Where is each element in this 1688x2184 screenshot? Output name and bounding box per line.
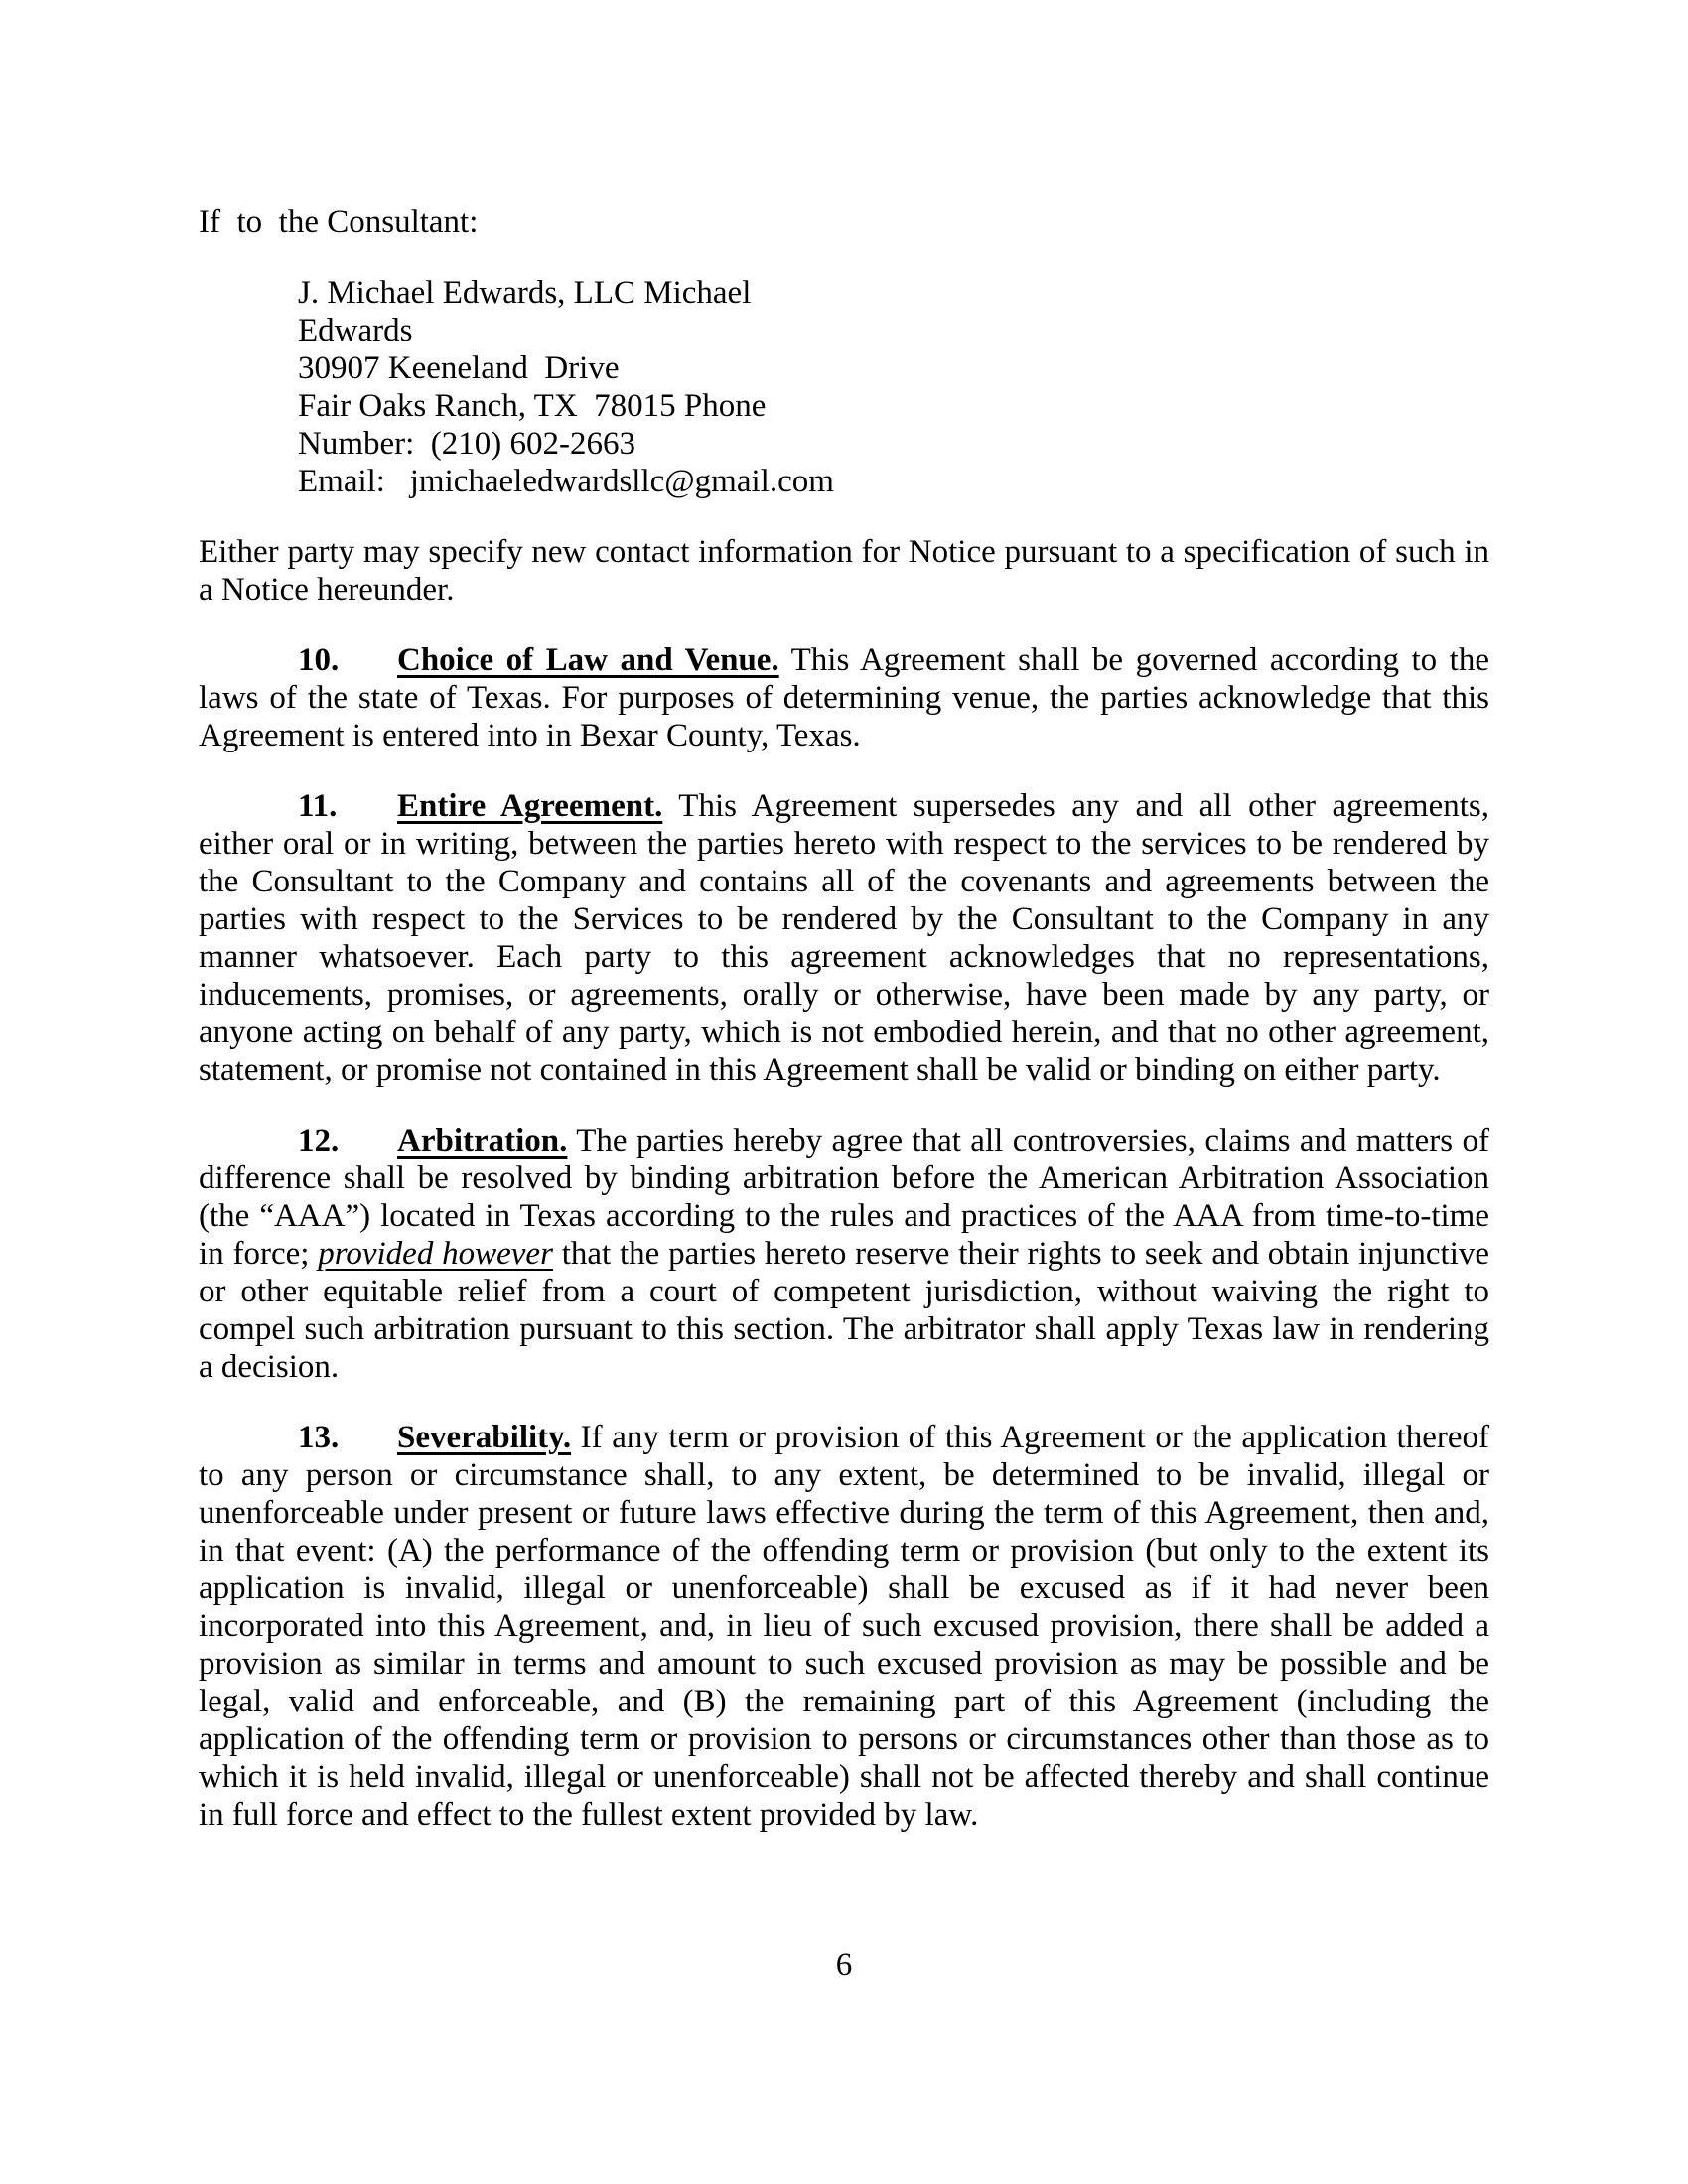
consultant-address-block: [199, 274, 1489, 500]
section-heading: Choice of Law and Venue.: [397, 642, 779, 678]
section-number: 13.: [298, 1420, 340, 1455]
notice-recipient-line: If to the Consultant:: [199, 205, 479, 240]
section-heading: Severability.: [397, 1420, 572, 1455]
section-heading: Arbitration.: [397, 1123, 568, 1159]
section-heading: Entire Agreement.: [397, 788, 663, 824]
section-choice-of-law-and-venue: [199, 641, 1489, 754]
address-line-name-2: Edwards: [298, 313, 413, 348]
address-line-phone: Number: (210) 602-2663: [298, 426, 636, 462]
address-line-street: 30907 Keeneland Drive: [298, 350, 620, 386]
page-number: 6: [835, 1947, 853, 1982]
section-number: 10.: [298, 642, 340, 678]
section-entire-agreement: [199, 787, 1489, 1089]
section-body-before-emphasis: The parties hereby agree that all controversies, claims and matters of difference shall be resolved by binding arbitration before the American Arbitration Association (the “AAA”) located in Texas according to the rules and practices of the AAA from time-to-time in force;: [199, 1123, 1489, 1272]
address-line-name: J. Michael Edwards, LLC Michael: [298, 275, 752, 311]
provided-however-emphasis: provided however: [318, 1236, 553, 1272]
notice-amendment-paragraph: Either party may specify new contact information for Notice pursuant to a specification of such in a Notice hereunder.: [199, 534, 1489, 608]
section-body-after-emphasis: that the parties hereto reserve their rights to seek and obtain injunctive or other equitable relief from a court of competent jurisdiction, without waiving the right to compel such arbitration pursuant to this section. The arbitrator shall apply Texas law in rendering a decision.: [199, 1236, 1490, 1385]
section-body: This Agreement supersedes any and all other agreements, either oral or in writing, between the parties hereto with respect to the services to be rendered by the Consultant to the Company and contains all of the covenants and agreements between the parties with respect to the Services to be rendered by the Consultant to the Company in any manner whatsoever. Each party to this agreement acknowledges that no representations, inducements, promises, or agreements, orally or otherwise, have been made by any party, or anyone acting on behalf of any party, which is not embodied herein, and that no other agreement, statement, or promise not contained in this Agreement shall be valid or binding on either party.: [199, 788, 1489, 1088]
section-body: If any term or provision of this Agreement or the application thereof to any person or circumstance shall, to any extent, be determined to be invalid, illegal or unenforceable under present or future laws effective during the term of this Agreement, then and, in that event: (A) the performance of the offending term or provision (but only to the extent its application is invalid, illegal or unenforceable) shall be excused as if it had never been incorporated into this Agreement, and, in lieu of such excused provision, there shall be added a provision as similar in terms and amount to such excused provision as may be possible and be legal, valid and enforceable, and (B) the remaining part of this Agreement (including the application of the offending term or provision to persons or circumstances other than those as to which it is held invalid, illegal or unenforceable) shall not be affected thereby and shall continue in full force and effect to the fullest extent provided by law.: [199, 1420, 1489, 1833]
section-number: 11.: [298, 788, 338, 824]
section-arbitration: [199, 1122, 1489, 1386]
address-line-city-state: Fair Oaks Ranch, TX 78015 Phone: [298, 388, 767, 424]
section-number: 12.: [298, 1123, 340, 1159]
address-line-email: Email: jmichaeledwardsllc@gmail.com: [298, 464, 834, 499]
section-body: This Agreement shall be governed according to the laws of the state of Texas. For purposes of determining venue, the parties acknowledge that this Agreement is entered into in Bexar County, Texas.: [199, 642, 1490, 753]
section-severability: [199, 1419, 1489, 1834]
